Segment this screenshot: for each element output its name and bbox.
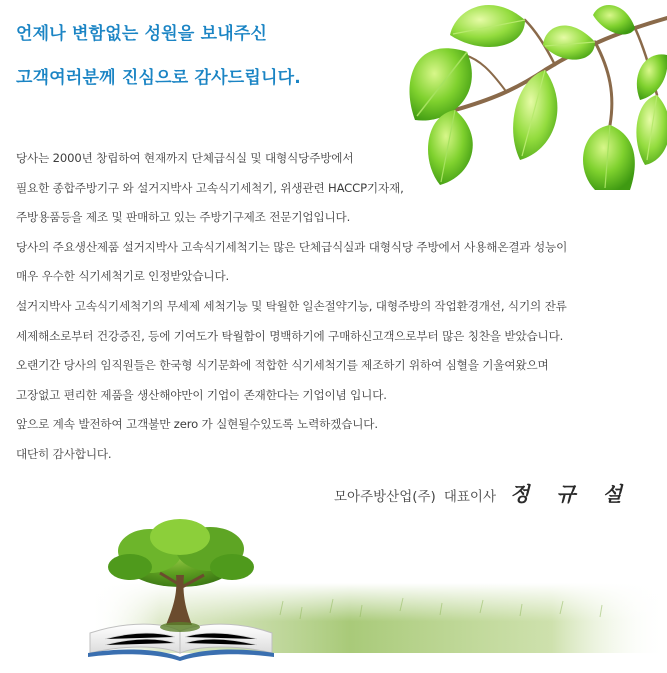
tree-book-illustration [0,515,667,673]
ceo-title: 대표이사 [443,489,496,505]
headline [16,22,301,110]
ceo-name: 정 규 설 [510,482,632,506]
body-line: 대단히 감사합니다. [16,446,112,461]
company-name: 모아주방산업(주) [334,489,436,505]
headline-line-2: 고객여러분께 진심으로 감사드립니다. [16,68,301,88]
body-line: 설거지박사 고속식기세척기의 무세제 세척기능 및 탁월한 일손절약기능, 대형주방의 작업환경개선, 식기의 잔류 [16,298,567,313]
body-line: 주방용품등을 제조 및 판매하고 있는 주방기구제조 전문기업입니다. [16,210,351,225]
headline-line-1: 언제나 변함없는 성원을 보내주신 [16,24,268,44]
body-line: 당사의 주요생산제품 설거지박사 고속식기세척기는 많은 단체급식실과 대형식당 주방에서 사용해온결과 성능이 [16,239,568,254]
body-line: 매우 우수한 식기세척기로 인정받았습니다. [16,269,230,284]
body-text [16,144,656,470]
signature [334,478,632,507]
body-line: 세제해소로부터 건강증진, 등에 기여도가 탁월함이 명백하기에 구매하신고객으로부터 많은 칭찬을 받았습니다. [16,328,564,343]
body-line: 앞으로 계속 발전하여 고객불만 zero 가 실현될수있도록 노력하겠습니다. [16,417,378,432]
body-line: 오랜기간 당사의 임직원들은 한국형 식기문화에 적합한 식기세척기를 제조하기 위하여 심혈을 기울여왔으며 [16,358,549,373]
body-line: 고장없고 편리한 제품을 생산해야만이 기업이 존재한다는 기업이념 입니다. [16,387,387,402]
body-line: 필요한 종합주방기구 와 설거지박사 고속식기세척기, 위생관련 HACCP기자재, [16,180,404,195]
body-line: 당사는 2000년 창립하여 현재까지 단체급식실 및 대형식당주방에서 [16,151,354,165]
